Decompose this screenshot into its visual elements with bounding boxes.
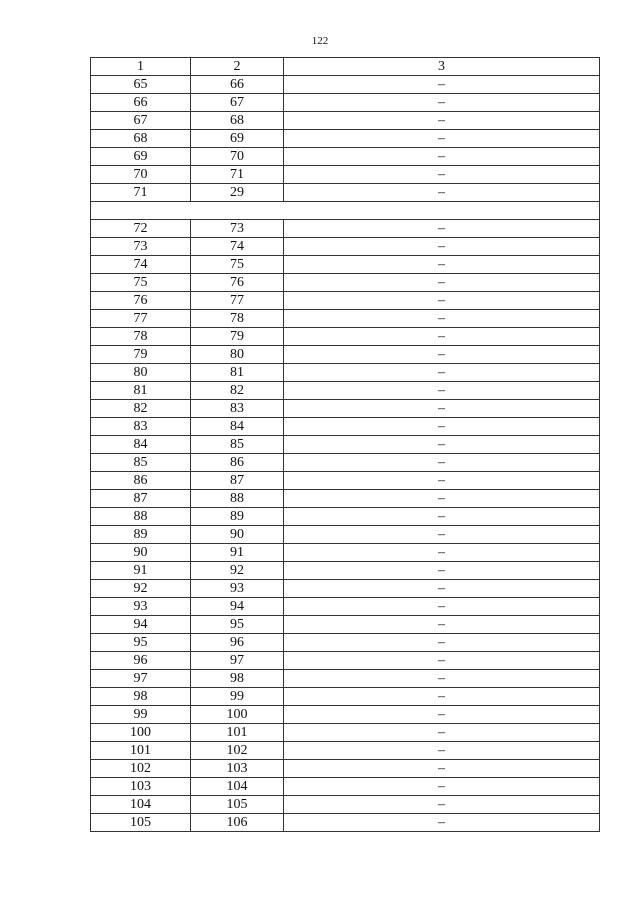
table-cell-col-1: 105 bbox=[91, 814, 191, 832]
table-cell-col-2: 106 bbox=[191, 814, 284, 832]
table-cell-col-2: 77 bbox=[191, 292, 284, 310]
table-cell-col-3: – bbox=[284, 742, 600, 760]
table-cell-col-1: 71 bbox=[91, 184, 191, 202]
header-row bbox=[91, 58, 600, 76]
table-row bbox=[91, 670, 600, 688]
table-cell-col-2: 92 bbox=[191, 562, 284, 580]
table-cell-col-3: – bbox=[284, 436, 600, 454]
table-cell-col-3: – bbox=[284, 652, 600, 670]
table-cell-col-3: – bbox=[284, 310, 600, 328]
table-cell-col-3: – bbox=[284, 328, 600, 346]
table-cell-col-3: – bbox=[284, 796, 600, 814]
table-cell-col-3: – bbox=[284, 454, 600, 472]
table-row bbox=[91, 346, 600, 364]
table-cell-col-1: 91 bbox=[91, 562, 191, 580]
table-row bbox=[91, 112, 600, 130]
table-cell-col-3: – bbox=[284, 490, 600, 508]
table-cell-col-2: 105 bbox=[191, 796, 284, 814]
table-cell-col-2: 79 bbox=[191, 328, 284, 346]
table-row bbox=[91, 238, 600, 256]
table-cell-col-1: 97 bbox=[91, 670, 191, 688]
table-row bbox=[91, 364, 600, 382]
header-cell-2: 2 bbox=[191, 58, 284, 76]
table-row bbox=[91, 76, 600, 94]
table-cell-col-1: 73 bbox=[91, 238, 191, 256]
table-row bbox=[91, 472, 600, 490]
table-cell-col-3: – bbox=[284, 166, 600, 184]
table-row bbox=[91, 634, 600, 652]
table-cell-col-2: 98 bbox=[191, 670, 284, 688]
table-cell-col-2: 91 bbox=[191, 544, 284, 562]
table-cell-col-3: – bbox=[284, 76, 600, 94]
table-cell-col-1: 100 bbox=[91, 724, 191, 742]
table-cell-col-3: – bbox=[284, 544, 600, 562]
header-cell-3: 3 bbox=[284, 58, 600, 76]
table-cell-col-2: 73 bbox=[191, 220, 284, 238]
table-cell-col-3: – bbox=[284, 778, 600, 796]
table-cell-col-1: 93 bbox=[91, 598, 191, 616]
table-row bbox=[91, 724, 600, 742]
table-row bbox=[91, 562, 600, 580]
table-cell-col-1: 87 bbox=[91, 490, 191, 508]
table-cell-col-1: 101 bbox=[91, 742, 191, 760]
table-cell-col-1: 80 bbox=[91, 364, 191, 382]
table-cell-col-2: 97 bbox=[191, 652, 284, 670]
table-body bbox=[91, 58, 600, 832]
table-cell-col-1: 88 bbox=[91, 508, 191, 526]
table-cell-col-3: – bbox=[284, 580, 600, 598]
section-gap-cell bbox=[91, 202, 600, 220]
table-row bbox=[91, 760, 600, 778]
table-row bbox=[91, 328, 600, 346]
table-cell-col-2: 83 bbox=[191, 400, 284, 418]
table-row bbox=[91, 274, 600, 292]
table-row bbox=[91, 436, 600, 454]
table-cell-col-2: 99 bbox=[191, 688, 284, 706]
section-gap-row bbox=[91, 202, 600, 220]
table-cell-col-3: – bbox=[284, 382, 600, 400]
table-row bbox=[91, 526, 600, 544]
table-cell-col-3: – bbox=[284, 814, 600, 832]
table-cell-col-3: – bbox=[284, 760, 600, 778]
table-cell-col-1: 76 bbox=[91, 292, 191, 310]
table-cell-col-3: – bbox=[284, 238, 600, 256]
table-row bbox=[91, 418, 600, 436]
table-cell-col-1: 65 bbox=[91, 76, 191, 94]
table-row bbox=[91, 490, 600, 508]
table-cell-col-1: 104 bbox=[91, 796, 191, 814]
table-cell-col-1: 99 bbox=[91, 706, 191, 724]
table-row bbox=[91, 652, 600, 670]
table-cell-col-2: 66 bbox=[191, 76, 284, 94]
table-cell-col-3: – bbox=[284, 130, 600, 148]
table-row bbox=[91, 814, 600, 832]
table-cell-col-3: – bbox=[284, 184, 600, 202]
table-cell-col-2: 82 bbox=[191, 382, 284, 400]
table-cell-col-2: 68 bbox=[191, 112, 284, 130]
table-cell-col-2: 103 bbox=[191, 760, 284, 778]
table-row bbox=[91, 148, 600, 166]
table-cell-col-3: – bbox=[284, 94, 600, 112]
page-number: 122 bbox=[311, 35, 329, 47]
table-cell-col-3: – bbox=[284, 526, 600, 544]
table-cell-col-1: 89 bbox=[91, 526, 191, 544]
table-cell-col-1: 84 bbox=[91, 436, 191, 454]
data-table bbox=[90, 57, 600, 832]
table-cell-col-1: 81 bbox=[91, 382, 191, 400]
table-row bbox=[91, 256, 600, 274]
table-cell-col-2: 29 bbox=[191, 184, 284, 202]
table-cell-col-1: 77 bbox=[91, 310, 191, 328]
table-cell-col-3: – bbox=[284, 562, 600, 580]
table-cell-col-2: 70 bbox=[191, 148, 284, 166]
table-cell-col-1: 70 bbox=[91, 166, 191, 184]
table-cell-col-2: 74 bbox=[191, 238, 284, 256]
table-row bbox=[91, 598, 600, 616]
table-cell-col-2: 80 bbox=[191, 346, 284, 364]
table-cell-col-2: 104 bbox=[191, 778, 284, 796]
table-cell-col-2: 81 bbox=[191, 364, 284, 382]
table-row bbox=[91, 454, 600, 472]
table-cell-col-1: 86 bbox=[91, 472, 191, 490]
table-cell-col-3: – bbox=[284, 688, 600, 706]
table-cell-col-1: 98 bbox=[91, 688, 191, 706]
table-cell-col-2: 78 bbox=[191, 310, 284, 328]
table-cell-col-1: 66 bbox=[91, 94, 191, 112]
table-cell-col-2: 89 bbox=[191, 508, 284, 526]
table-cell-col-2: 96 bbox=[191, 634, 284, 652]
table-cell-col-1: 72 bbox=[91, 220, 191, 238]
table-cell-col-2: 100 bbox=[191, 706, 284, 724]
table-cell-col-3: – bbox=[284, 706, 600, 724]
table-cell-col-2: 75 bbox=[191, 256, 284, 274]
table-row bbox=[91, 508, 600, 526]
table-cell-col-1: 90 bbox=[91, 544, 191, 562]
table-cell-col-2: 67 bbox=[191, 94, 284, 112]
table-cell-col-2: 84 bbox=[191, 418, 284, 436]
table-cell-col-2: 95 bbox=[191, 616, 284, 634]
table-row bbox=[91, 292, 600, 310]
table-cell-col-1: 92 bbox=[91, 580, 191, 598]
table-row bbox=[91, 742, 600, 760]
table-cell-col-2: 86 bbox=[191, 454, 284, 472]
table-cell-col-1: 102 bbox=[91, 760, 191, 778]
table-cell-col-3: – bbox=[284, 400, 600, 418]
table-cell-col-2: 94 bbox=[191, 598, 284, 616]
table-row bbox=[91, 688, 600, 706]
table-cell-col-1: 69 bbox=[91, 148, 191, 166]
table-cell-col-3: – bbox=[284, 724, 600, 742]
table-cell-col-1: 96 bbox=[91, 652, 191, 670]
table-cell-col-3: – bbox=[284, 418, 600, 436]
table-row bbox=[91, 616, 600, 634]
table-cell-col-1: 79 bbox=[91, 346, 191, 364]
table-cell-col-3: – bbox=[284, 346, 600, 364]
table-cell-col-3: – bbox=[284, 634, 600, 652]
table-cell-col-2: 87 bbox=[191, 472, 284, 490]
table-cell-col-1: 94 bbox=[91, 616, 191, 634]
table-cell-col-3: – bbox=[284, 148, 600, 166]
table-cell-col-3: – bbox=[284, 274, 600, 292]
table-cell-col-1: 67 bbox=[91, 112, 191, 130]
table-cell-col-3: – bbox=[284, 616, 600, 634]
table-cell-col-2: 69 bbox=[191, 130, 284, 148]
table-row bbox=[91, 130, 600, 148]
table-cell-col-2: 90 bbox=[191, 526, 284, 544]
table-cell-col-1: 103 bbox=[91, 778, 191, 796]
table-cell-col-2: 88 bbox=[191, 490, 284, 508]
table-cell-col-2: 101 bbox=[191, 724, 284, 742]
table-row bbox=[91, 94, 600, 112]
table-cell-col-2: 76 bbox=[191, 274, 284, 292]
table-cell-col-3: – bbox=[284, 112, 600, 130]
table-row bbox=[91, 580, 600, 598]
table-cell-col-1: 85 bbox=[91, 454, 191, 472]
table-cell-col-3: – bbox=[284, 364, 600, 382]
table-row bbox=[91, 778, 600, 796]
table-row bbox=[91, 184, 600, 202]
table-cell-col-2: 93 bbox=[191, 580, 284, 598]
table-cell-col-3: – bbox=[284, 508, 600, 526]
table-cell-col-3: – bbox=[284, 220, 600, 238]
table-cell-col-3: – bbox=[284, 256, 600, 274]
table-row bbox=[91, 310, 600, 328]
table-cell-col-1: 78 bbox=[91, 328, 191, 346]
table-cell-col-3: – bbox=[284, 472, 600, 490]
table-cell-col-3: – bbox=[284, 598, 600, 616]
table-cell-col-2: 85 bbox=[191, 436, 284, 454]
table-row bbox=[91, 544, 600, 562]
table-cell-col-1: 95 bbox=[91, 634, 191, 652]
table-cell-col-1: 74 bbox=[91, 256, 191, 274]
table-cell-col-2: 102 bbox=[191, 742, 284, 760]
header-cell-1: 1 bbox=[91, 58, 191, 76]
table-row bbox=[91, 166, 600, 184]
table-cell-col-3: – bbox=[284, 292, 600, 310]
table-row bbox=[91, 706, 600, 724]
table-row bbox=[91, 400, 600, 418]
table-cell-col-3: – bbox=[284, 670, 600, 688]
table-cell-col-1: 68 bbox=[91, 130, 191, 148]
table-row bbox=[91, 220, 600, 238]
table-cell-col-2: 71 bbox=[191, 166, 284, 184]
table-cell-col-1: 83 bbox=[91, 418, 191, 436]
table-row bbox=[91, 382, 600, 400]
table-cell-col-1: 82 bbox=[91, 400, 191, 418]
table-cell-col-1: 75 bbox=[91, 274, 191, 292]
table-row bbox=[91, 796, 600, 814]
